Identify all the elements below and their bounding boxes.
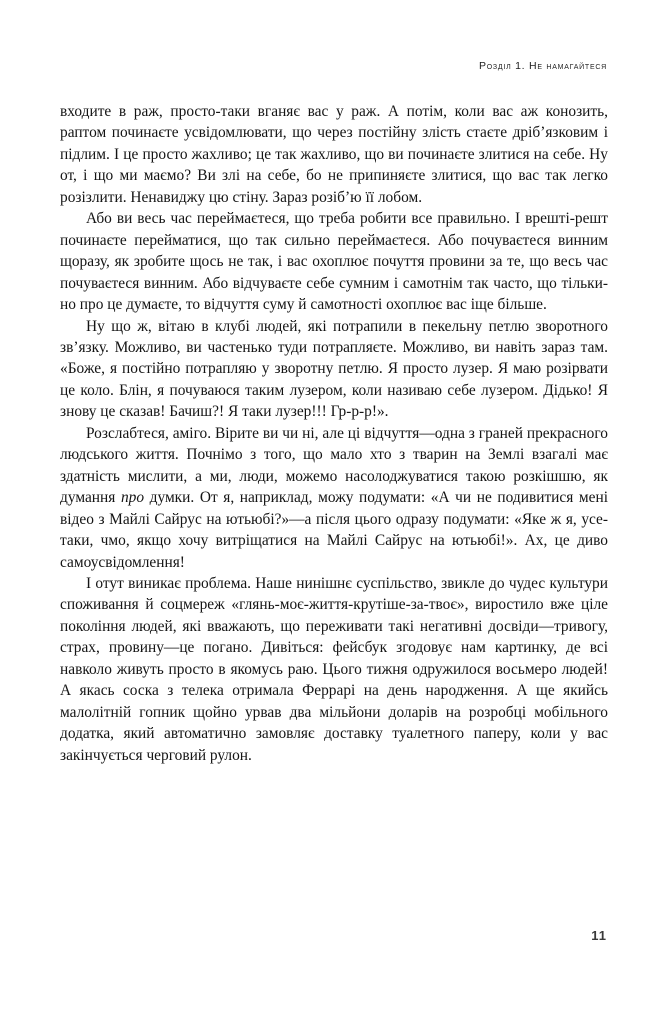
para-relax: Розслабтеся, аміго. Вірите ви чи ні, але ці відчуття—одна з граней прекрасного людського життя. Почнімо з того, що мало хто з тварин на Землі взагалі має здатність мислити, а ми, люди, можемо насолоджуватися такою розкішшю, як думання про думки. От я, наприклад, можу подумати: «А чи не подивитися мені відео з Майлі Сайрус на ютьюбі?»—а після цього одразу подумати: «Яке ж я, усе-таки, чмо, якщо хочу витріщатися на Майлі Сайрус на ютьюбі!». Ах, це диво самоусвідомлення! (60, 424, 612, 571)
para-worry: Або ви весь час переймаєтеся, що треба робити все правильно. І врешті-решт починаєте перейматися, що так сильно переймаєтеся. Або почуваєтеся винним щоразу, як зробите щось не так, і вас охоплює почуття провини за те, що весь час почуваєтеся винним. Або відчуваєте себе сумним і самотнім так часто, що тільки-но про це думаєте, то відчуття суму й самотності охоплює вас іще більше. (60, 210, 612, 314)
para-feedback-loop: Ну що ж, вітаю в клубі людей, які потрапили в пекельну петлю зворотного зв’язку. Можливо, ви частенько туди потрапляєте. Можливо, ви навіть зараз там. «Боже, я постійно потрапляю у зворотну петлю. Я просто лузер. Я маю розірвати це коло. Блін, я почуваюся таким лузером, коли називаю себе лузером. Дідько! Я знову це сказав! Бачиш?! Я таки лузер!!! Гр-р-р!». (60, 317, 612, 421)
emphasis-text: про (120, 489, 145, 507)
running-head: Розділ 1. Не намагайтеся (478, 60, 607, 72)
para-problem: І отут виникає проблема. Наше нинішнє суспільство, звикле до чудес культури споживання й соцмереж «глянь-моє-життя-крутіше-за-твоє», виростило вже ціле покоління людей, які вважають, що переживати такі негативні досвіди—тривогу, страх, провину—це погано. Дивіться: фейсбук згодовує нам картинку, де всі навколо живуть просто в якомусь раю. Цього тижня одружилося восьмеро людей! А якась соска з телека отримала Феррарі на день народження. А ще якийсь малолітній гопник щойно урвав два мільйони доларів на розробці мобільного додатка, який автоматично замовляє доставку туалетного паперу, коли у вас закінчується черговий рулон. (60, 574, 612, 764)
body-text-column (60, 101, 612, 766)
page-number: 11 (591, 928, 607, 943)
para-continued: входите в раж, просто-таки вганяє вас у раж. А потім, коли вас аж конозить, раптом починаєте усвідомлювати, що через постійну злість стаєте дріб’язковим і підлим. І це просто жахливо; це так жахливо, що ви починаєте злитися на себе. Ну от, і що ми маємо? Ви злі на себе, бо не припиняєте злитися, що вас так легко розізлити. Ненавиджу цю стіну. Зараз розіб’ю її лобом. (60, 103, 612, 206)
